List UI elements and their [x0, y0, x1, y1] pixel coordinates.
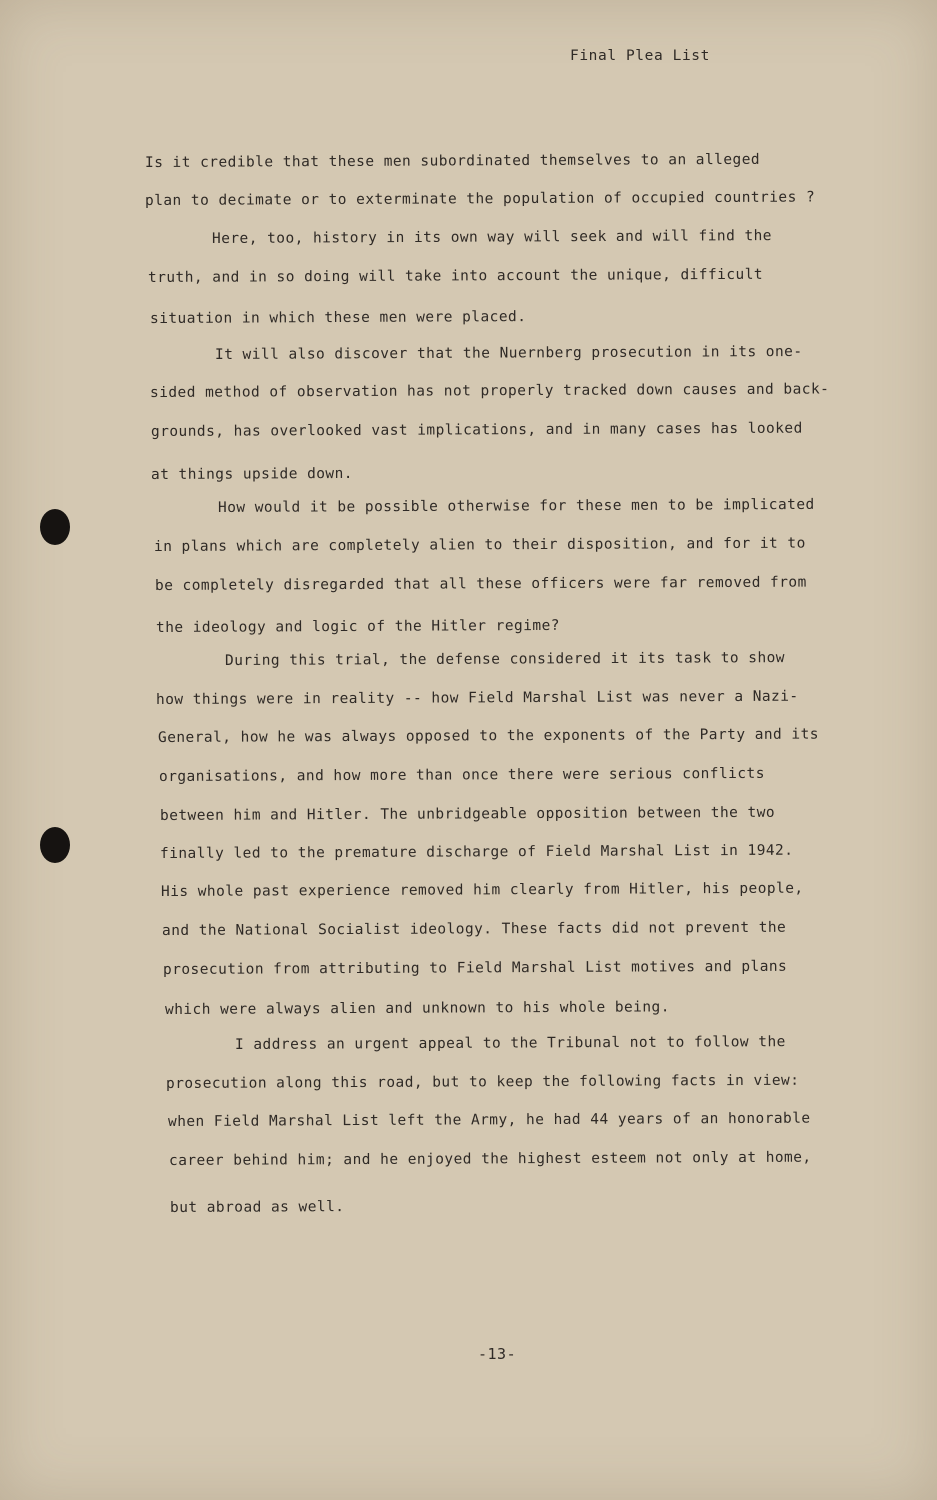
text-line: plan to decimate or to exterminate the population of occupied countries ? [144, 189, 816, 209]
text-line: organisations, and how more than once there were serious conflicts [158, 765, 765, 785]
text-line: prosecution from attributing to Field Marshal List motives and plans [162, 958, 788, 978]
text-line: and the National Socialist ideology. These facts did not prevent the [161, 919, 787, 939]
text-line: General, how he was always opposed to the exponents of the Party and its [157, 726, 819, 746]
text-line: how things were in reality -- how Field Marshal List was never a Nazi- [155, 688, 799, 708]
text-line: Here, too, history in its own way will seek and will find the [211, 228, 773, 247]
text-line: During this trial, the defense considered it its task to show [224, 650, 786, 669]
text-line: How would it be possible otherwise for these men to be implicated [217, 496, 815, 516]
text-line: the ideology and logic of the Hitler regime? [155, 617, 560, 636]
text-line: when Field Marshal List left the Army, he had 44 years of an honorable [167, 1110, 811, 1130]
page-header: Final Plea List [570, 48, 710, 64]
text-line: prosecution along this road, but to keep the following facts in view: [165, 1072, 800, 1092]
text-line: His whole past experience removed him clearly from Hitler, his people, [160, 880, 804, 900]
punch-hole-top [40, 509, 70, 545]
text-line: finally led to the premature discharge of Field Marshal List in 1942. [159, 842, 794, 862]
text-line: truth, and in so doing will take into account the unique, difficult [147, 266, 764, 286]
text-line: at things upside down. [150, 465, 354, 483]
text-line: situation in which these men were placed. [149, 309, 527, 327]
text-line: in plans which are completely alien to their disposition, and for it to [153, 535, 806, 555]
text-line: career behind him; and he enjoyed the highest esteem not only at home, [168, 1149, 812, 1169]
page-number: -13- [478, 1345, 517, 1363]
text-line: but abroad as well. [169, 1199, 345, 1216]
text-line: sided method of observation has not properly tracked down causes and back- [149, 381, 830, 401]
text-line: which were always alien and unknown to his whole being. [164, 999, 670, 1018]
text-line: I address an urgent appeal to the Tribunal not to follow the [234, 1034, 786, 1053]
text-line: grounds, has overlooked vast implications, and in many cases has looked [150, 420, 803, 440]
text-line: between him and Hitler. The unbridgeable opposition between the two [159, 804, 776, 824]
text-line: It will also discover that the Nuernberg prosecution in its one- [214, 343, 803, 363]
punch-hole-bottom [40, 827, 70, 863]
text-line: Is it credible that these men subordinated themselves to an alleged [144, 151, 761, 171]
text-line: be completely disregarded that all these officers were far removed from [154, 574, 807, 594]
